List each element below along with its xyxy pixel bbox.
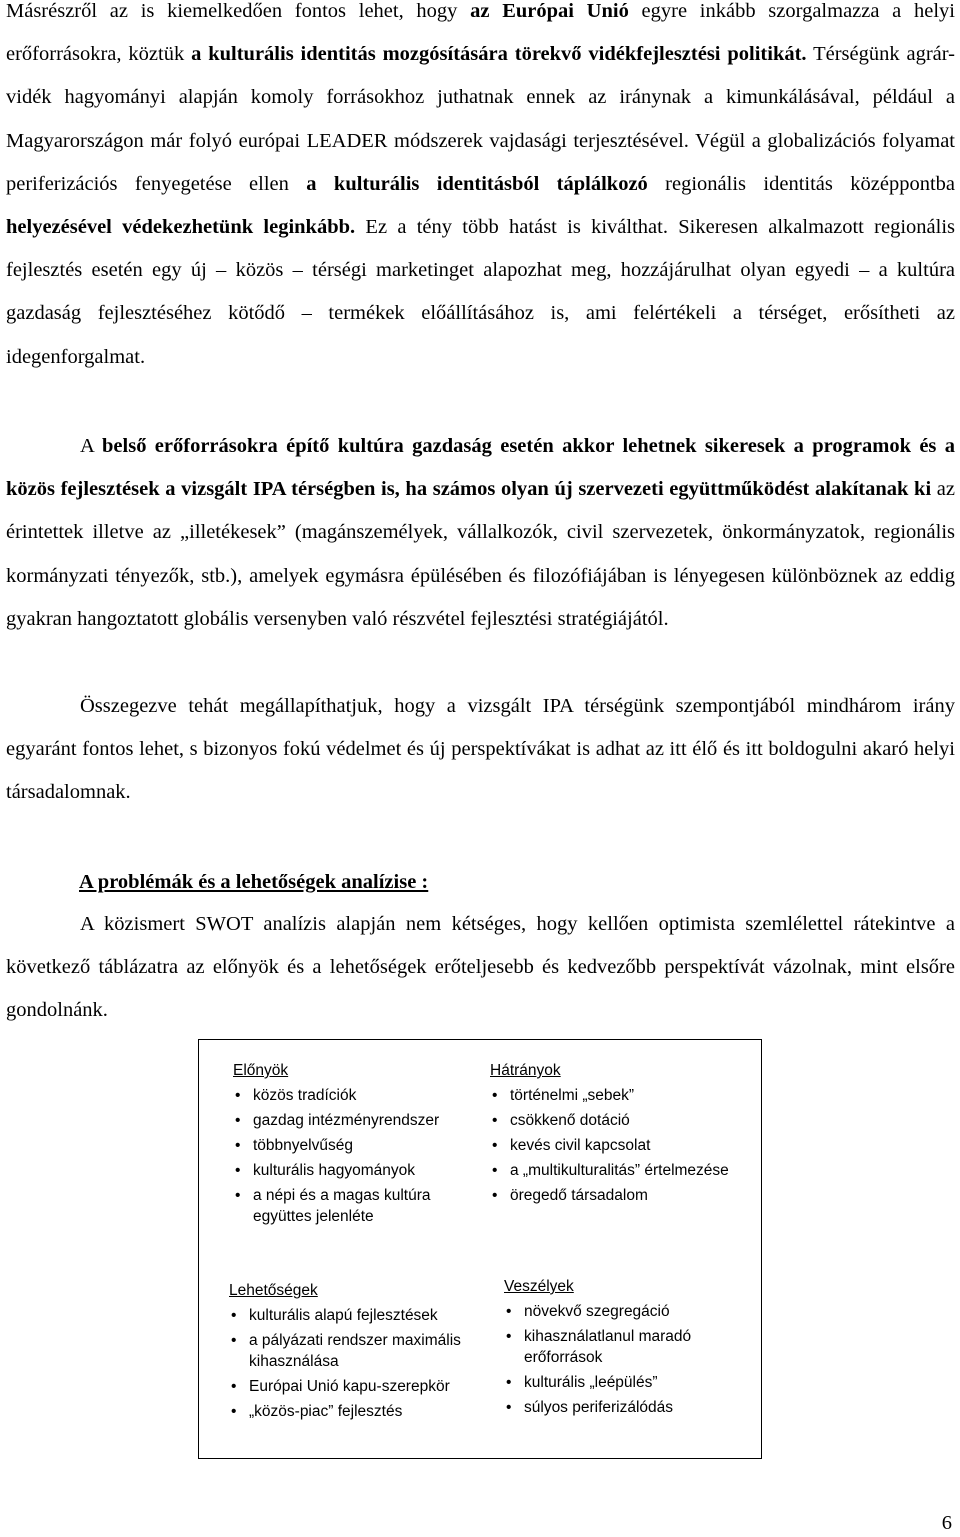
bold-text: az Európai Unió xyxy=(470,0,629,22)
text: A xyxy=(80,435,103,457)
text: az érintettek illetve az „illetékesek” (magánszemélyek, vállalkozók, civil szervezetek, önkormányzatok, regionális kormányzati tényezők, stb.), amelyek egymásra épülésében és filozófiájában is lényegesen különböznek az eddig gyakran hangoztatott globális versenyben való részvétel fejlesztési stratégiájától. xyxy=(6,478,956,630)
swot-strengths-title: Előnyök xyxy=(233,1062,289,1079)
text: Térségünk agrár-vidék hagyományi alapján komoly forrásokhoz juthatnak ennek az iránynak a kimunkálásával, például a Magyarországon már folyó európai LEADER módszerek vajdasági terjesztésével. Végül a globalizációs folyamat periferizációs fenyegetése ellen xyxy=(6,43,955,195)
bold-text: belső erőforrásokra építő kultúra gazdaság esetén akkor lehetnek sikeresek a programok és a közös fejlesztések a vizsgált IPA térségben is, ha számos olyan új szervezeti együttműködést alakítanak ki xyxy=(6,435,955,501)
list-item: • közös tradíciók xyxy=(233,1085,473,1106)
paragraph-swot-intro: A közismert SWOT analízis alapján nem kétséges, hogy kellően optimista szemlélettel rátekintve a következő táblázatra az előnyök és a lehetőségek erőteljesebb és kedvezőbb perspektívát vázolnak, mint elsőre gondolnánk. xyxy=(6,913,955,1022)
text: Másrészről az is kiemelkedően fontos lehet, hogy xyxy=(6,0,471,22)
list-item: • súlyos periferizálódás xyxy=(504,1397,744,1418)
section-heading: A problémák és a lehetőségek analízise : xyxy=(79,871,429,893)
swot-threats xyxy=(504,1276,744,1422)
swot-opportunities xyxy=(229,1280,489,1426)
list-item: • gazdag intézményrendszer xyxy=(233,1110,473,1131)
swot-opportunities-list xyxy=(229,1305,489,1422)
swot-table xyxy=(198,1039,762,1459)
swot-weaknesses xyxy=(490,1060,730,1210)
bold-text: a kulturális identitás mozgósítására törekvő vidékfejlesztési politikát. xyxy=(191,43,807,66)
text: egyre inkább szorgalmazza a helyi erőforrásokra, köztük xyxy=(6,0,955,66)
swot-threats-title: Veszélyek xyxy=(504,1278,574,1295)
list-item: • többnyelvűség xyxy=(233,1135,473,1156)
list-item: • történelmi „sebek” xyxy=(490,1085,730,1106)
list-item: • kulturális hagyományok xyxy=(233,1160,473,1181)
bold-text: helyezésével védekezhetünk leginkább. xyxy=(6,216,356,239)
list-item: • öregedő társadalom xyxy=(490,1185,730,1206)
list-item: • kulturális alapú fejlesztések xyxy=(229,1305,489,1326)
list-item: • kevés civil kapcsolat xyxy=(490,1135,730,1156)
list-item: • a „multikulturalitás” értelmezése xyxy=(490,1160,730,1181)
list-item: • „közös-piac” fejlesztés xyxy=(229,1401,489,1422)
swot-strengths-list xyxy=(233,1085,473,1227)
paragraph-summary: Összegezve tehát megállapíthatjuk, hogy a vizsgált IPA térségünk szempontjából mindhárom irány egyaránt fontos lehet, s bizonyos fokú védelmet és új perspektívákat is adhat az itt élő és itt boldogulni akaró helyi társadalomnak. xyxy=(6,695,955,804)
page-number: 6 xyxy=(941,1512,952,1534)
text: regionális identitás középpontba xyxy=(647,172,955,195)
list-item: • csökkenő dotáció xyxy=(490,1110,730,1131)
swot-opportunities-title: Lehetőségek xyxy=(229,1282,318,1299)
list-item: • a pályázati rendszer maximális kihasználása xyxy=(229,1330,489,1372)
swot-strengths xyxy=(233,1060,473,1231)
paragraph-inner-resources xyxy=(6,425,955,641)
list-item: • kihasználatlanul maradó erőforrások xyxy=(504,1326,744,1368)
list-item: • kulturális „leépülés” xyxy=(504,1372,744,1393)
bold-text: a kulturális identitásból táplálkozó xyxy=(306,172,648,195)
swot-weaknesses-list xyxy=(490,1085,730,1206)
paragraph-eu-policy xyxy=(6,0,955,379)
list-item: • növekvő szegregáció xyxy=(504,1301,744,1322)
list-item: • Európai Unió kapu-szerepkör xyxy=(229,1376,489,1397)
swot-threats-list xyxy=(504,1301,744,1418)
text: Ez a tény több hatást is kiválthat. Sikeresen alkalmazott regionális fejlesztés esetén egy új – közös – térségi marketinget alapozhat meg, hozzájárulhat olyan egyedi – a kultúra gazdaság fejlesztéséhez kötődő – termékek előállításához is, ami felértékeli a térséget, erősítheti az idegenforgalmat. xyxy=(6,216,955,368)
list-item: • a népi és a magas kultúra együttes jelenléte xyxy=(233,1185,473,1227)
swot-weaknesses-title: Hátrányok xyxy=(490,1062,561,1079)
